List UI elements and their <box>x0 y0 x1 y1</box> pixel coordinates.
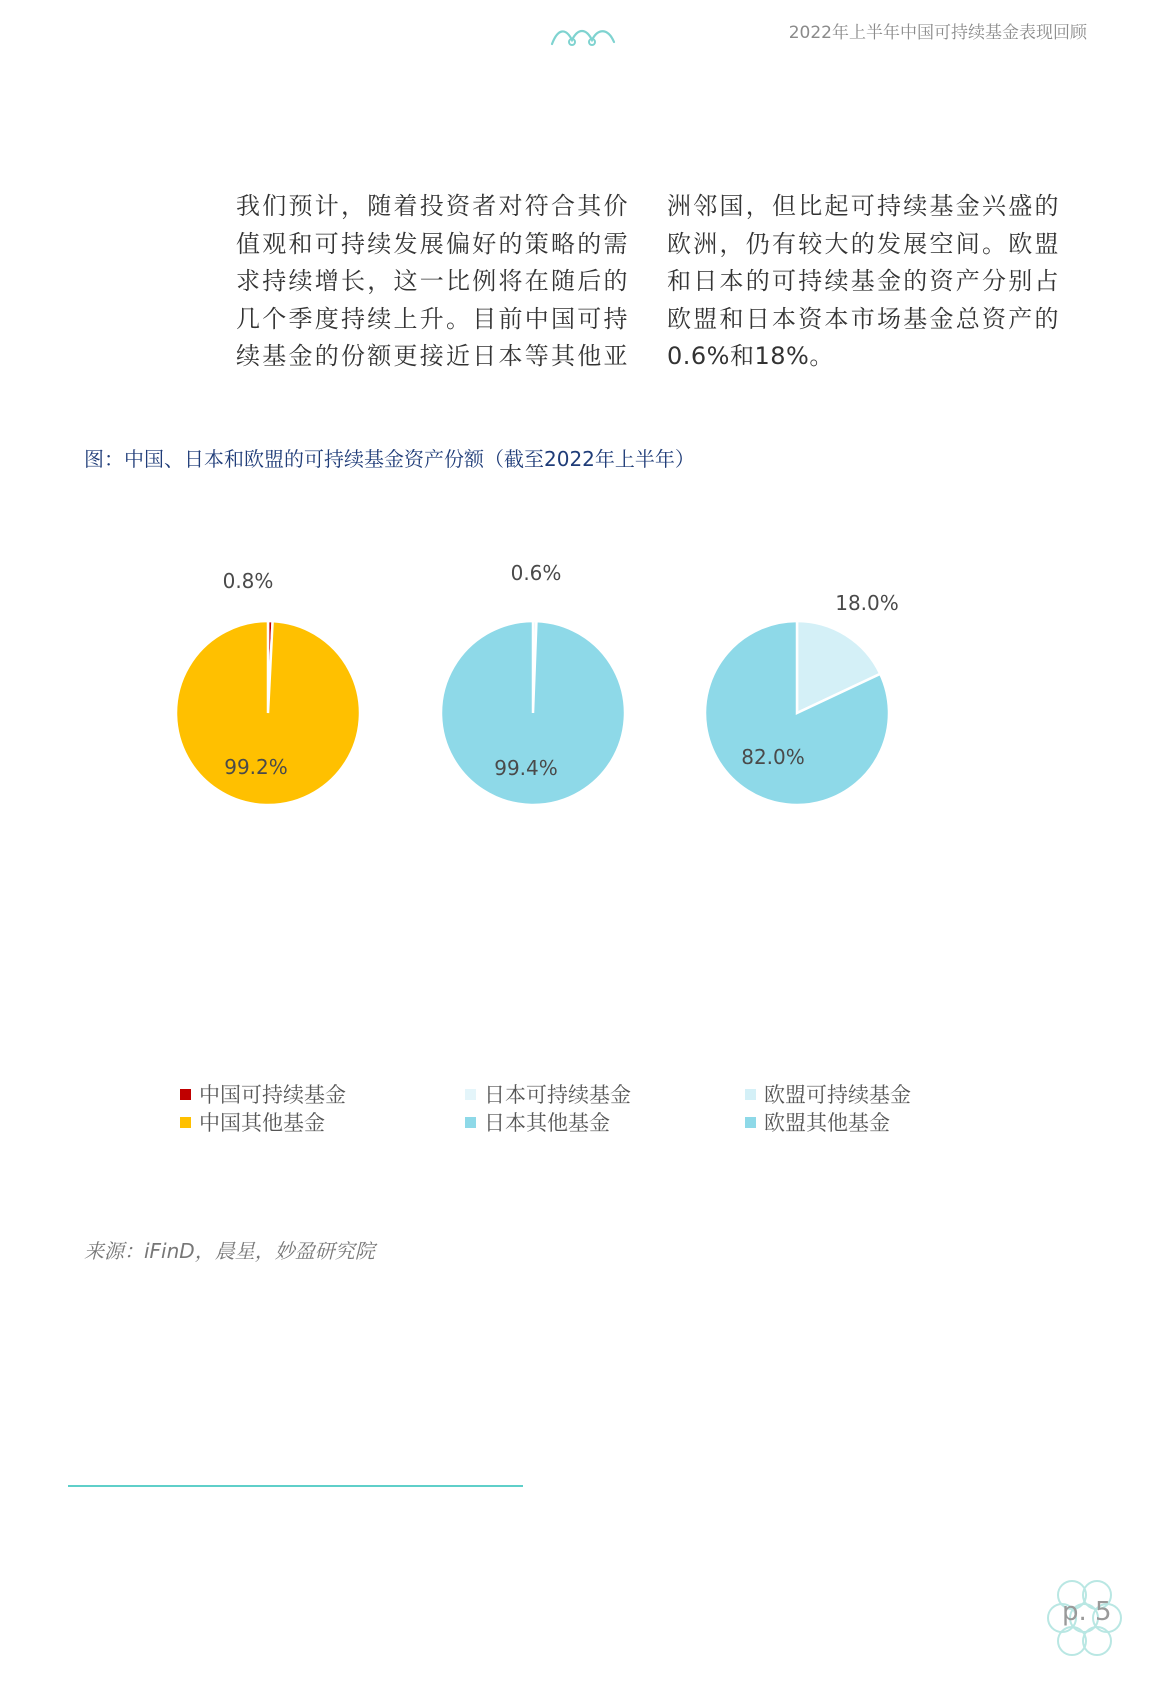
legend-swatch <box>180 1089 191 1100</box>
body-text-left-column <box>236 188 628 376</box>
body-line: 续基金的份额更接近日本等其他亚 <box>236 342 628 370</box>
legend-label: 欧盟可持续基金 <box>764 1083 911 1107</box>
body-line: 几个季度持续上升。目前中国可持 <box>236 304 628 333</box>
legend-group-japan <box>465 1080 631 1136</box>
pie-charts <box>140 561 1040 890</box>
running-title: 2022年上半年中国可持续基金表现回顾 <box>788 23 1087 43</box>
slice-value-label: 0.6% <box>510 561 562 585</box>
legend-label: 中国其他基金 <box>199 1111 325 1135</box>
body-line: 我们预计，随着投资者对符合其价 <box>236 192 628 220</box>
legend-label: 欧盟其他基金 <box>764 1111 890 1135</box>
footer-divider <box>68 1485 523 1487</box>
slice-value-label: 18.0% <box>835 591 899 615</box>
body-line: 值观和可持续发展偏好的策略的需 <box>236 229 628 258</box>
slice-value-label: 99.4% <box>494 756 558 780</box>
legend-group-eu <box>745 1080 911 1136</box>
legend-group-china <box>180 1080 346 1136</box>
legend-item <box>180 1108 346 1136</box>
legend-item <box>745 1080 911 1108</box>
slice-value-label: 82.0% <box>741 745 805 769</box>
legend-swatch <box>745 1117 756 1128</box>
source-note: 来源：iFinD，晨星，妙盈研究院 <box>84 1239 375 1263</box>
body-line: 0.6%和18%。 <box>667 342 834 370</box>
body-text-right-column <box>667 188 1059 376</box>
slice-value-label: 0.8% <box>222 569 274 593</box>
slice-value-label: 99.2% <box>224 755 288 779</box>
legend-label: 中国可持续基金 <box>199 1083 346 1107</box>
legend-swatch <box>180 1117 191 1128</box>
chart-legend <box>180 1080 980 1140</box>
body-line: 和日本的可持续基金的资产分别占 <box>667 267 1059 295</box>
legend-swatch <box>465 1089 476 1100</box>
figure-caption: 图：中国、日本和欧盟的可持续基金资产份额（截至2022年上半年） <box>84 447 695 471</box>
body-line: 欧盟和日本资本市场基金总资产的 <box>667 304 1059 333</box>
legend-item <box>465 1080 631 1108</box>
legend-label: 日本可持续基金 <box>484 1083 631 1107</box>
page-number: p. 5 <box>1062 1597 1112 1627</box>
body-line: 洲邻国，但比起可持续基金兴盛的 <box>667 192 1059 220</box>
brand-logo-icon <box>548 20 620 50</box>
legend-item <box>745 1108 911 1136</box>
legend-swatch <box>745 1089 756 1100</box>
legend-item <box>465 1108 631 1136</box>
body-line: 欧洲，仍有较大的发展空间。欧盟 <box>667 229 1059 258</box>
legend-swatch <box>465 1117 476 1128</box>
legend-label: 日本其他基金 <box>484 1111 610 1135</box>
legend-item <box>180 1080 346 1108</box>
body-line: 求持续增长，这一比例将在随后的 <box>236 267 628 295</box>
